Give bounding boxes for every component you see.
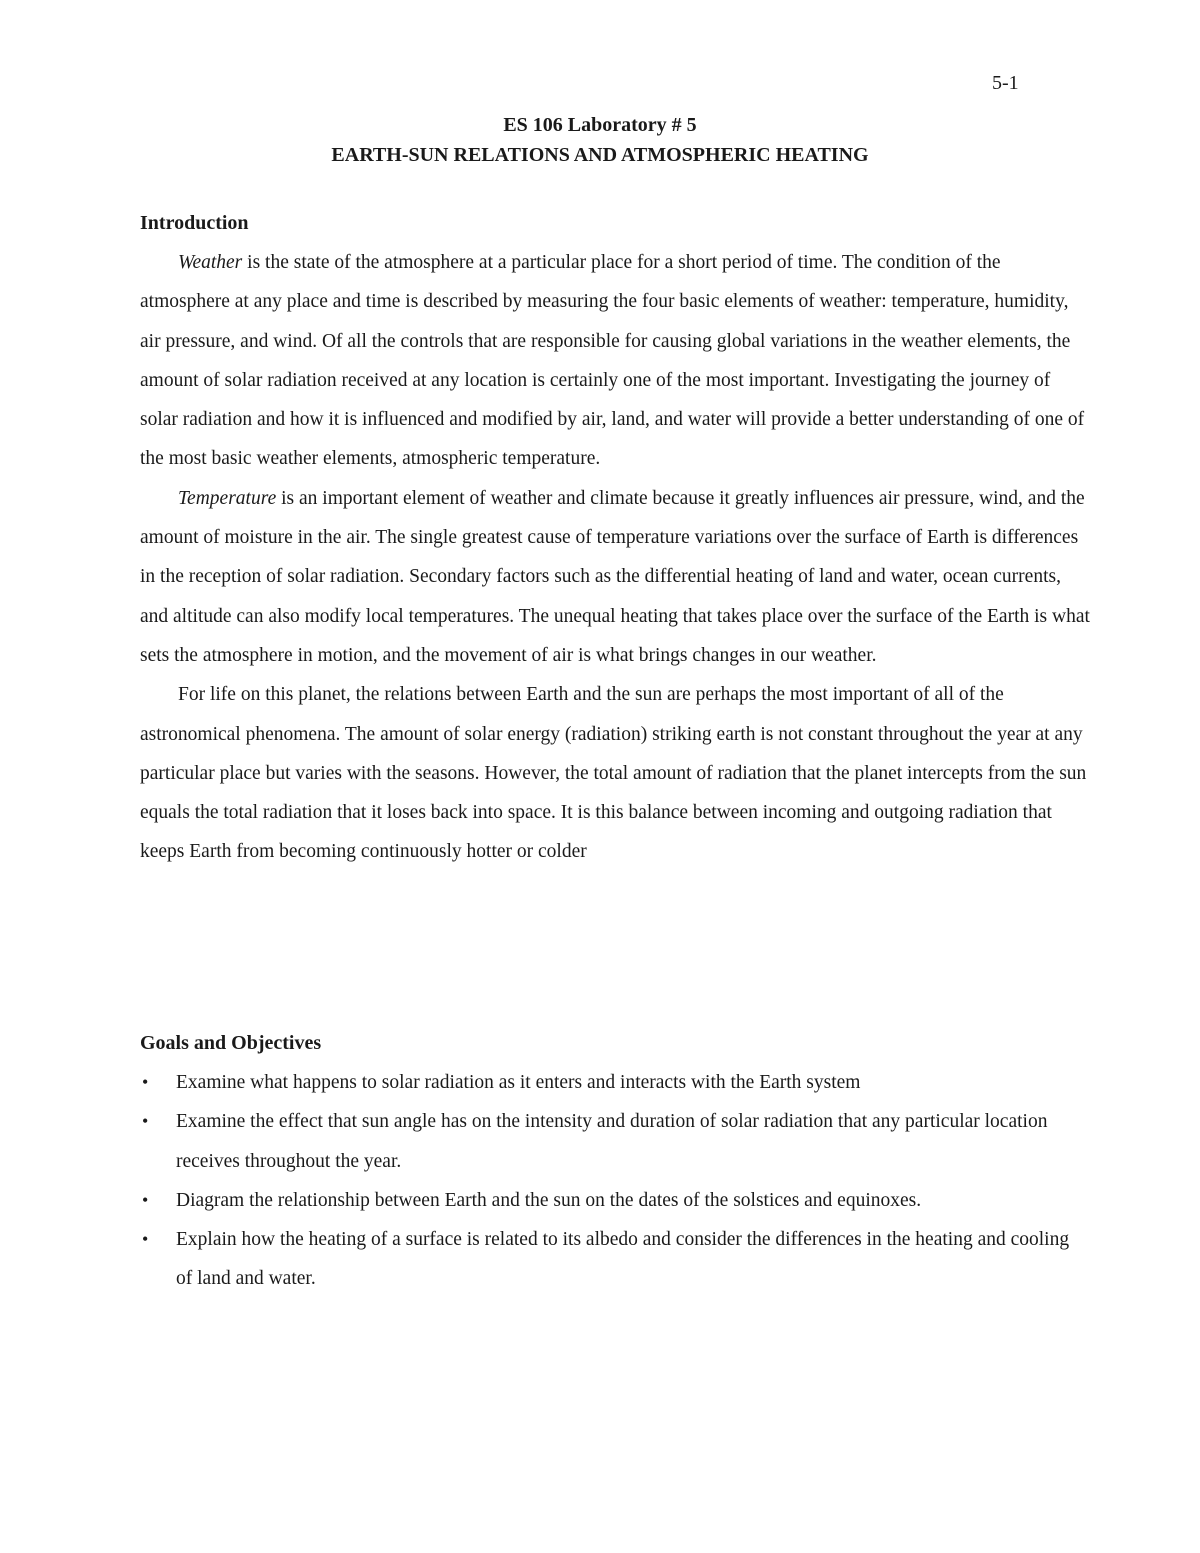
bullet-icon: • — [142, 1111, 149, 1132]
goal-item — [140, 1102, 1090, 1181]
bullet-icon: • — [142, 1229, 149, 1250]
introduction-body — [140, 243, 1090, 872]
term-temperature: Temperature — [178, 487, 277, 509]
introduction-heading: Introduction — [140, 212, 249, 234]
intro-paragraph-earth-sun: For life on this planet, the relations between Earth and the sun are perhaps the most important of all of the astronomical phenomena. The amount of solar energy (radiation) striking earth is not constant throughout the year at any particular place but varies with the seasons. However, the total amount of radiation that the planet intercepts from the sun equals the total radiation that it loses back into space. It is this balance between incoming and outgoing radiation that keeps Earth from becoming continuously hotter or colder — [140, 684, 1087, 863]
goal-text: Examine the effect that sun angle has on the intensity and duration of solar radiation that any particular location receives throughout the year. — [176, 1111, 1048, 1172]
goal-item — [140, 1063, 1090, 1102]
goals-heading: Goals and Objectives — [140, 1032, 322, 1054]
intro-paragraph-temperature-text: is an important element of weather and climate because it greatly influences air pressure, wind, and the amount of moisture in the air. The single greatest cause of temperature variations over the surface of Earth is differences in the reception of solar radiation. Secondary factors such as the differential heating of land and water, ocean currents, and altitude can also modify local temperatures. The unequal heating that takes place over the surface of the Earth is what sets the atmosphere in motion, and the movement of air is what brings changes in our weather. — [140, 487, 1090, 666]
goal-text: Diagram the relationship between Earth and the sun on the dates of the solstices and equinoxes. — [176, 1189, 922, 1211]
goal-text: Explain how the heating of a surface is related to its albedo and consider the differences in the heating and cooling of land and water. — [176, 1229, 1070, 1290]
page-number: 5-1 — [992, 72, 1019, 94]
intro-paragraph-weather — [140, 243, 1090, 479]
goal-item — [140, 1181, 1090, 1220]
goals-list — [140, 1063, 1090, 1299]
lab-title: ES 106 Laboratory # 5 — [503, 114, 697, 136]
lab-subtitle: EARTH-SUN RELATIONS AND ATMOSPHERIC HEATING — [331, 144, 869, 166]
bullet-icon: • — [142, 1189, 149, 1210]
goal-text: Examine what happens to solar radiation as it enters and interacts with the Earth system — [176, 1072, 861, 1093]
intro-paragraph-weather-text: is the state of the atmosphere at a particular place for a short period of time. The condition of the atmosphere at any place and time is described by measuring the four basic elements of weather: temperature, humidity, air pressure, and wind. Of all the controls that are responsible for causing global variations in the weather elements, the amount of solar radiation received at any location is certainly one of the most important. Investigating the journey of solar radiation and how it is influenced and modified by air, land, and water will provide a better understanding of one of the most basic weather elements, atmospheric temperature. — [140, 252, 1085, 470]
goal-item — [140, 1220, 1090, 1299]
bullet-icon: • — [142, 1072, 149, 1092]
intro-paragraph-temperature — [140, 479, 1090, 675]
term-weather: Weather — [178, 252, 243, 273]
